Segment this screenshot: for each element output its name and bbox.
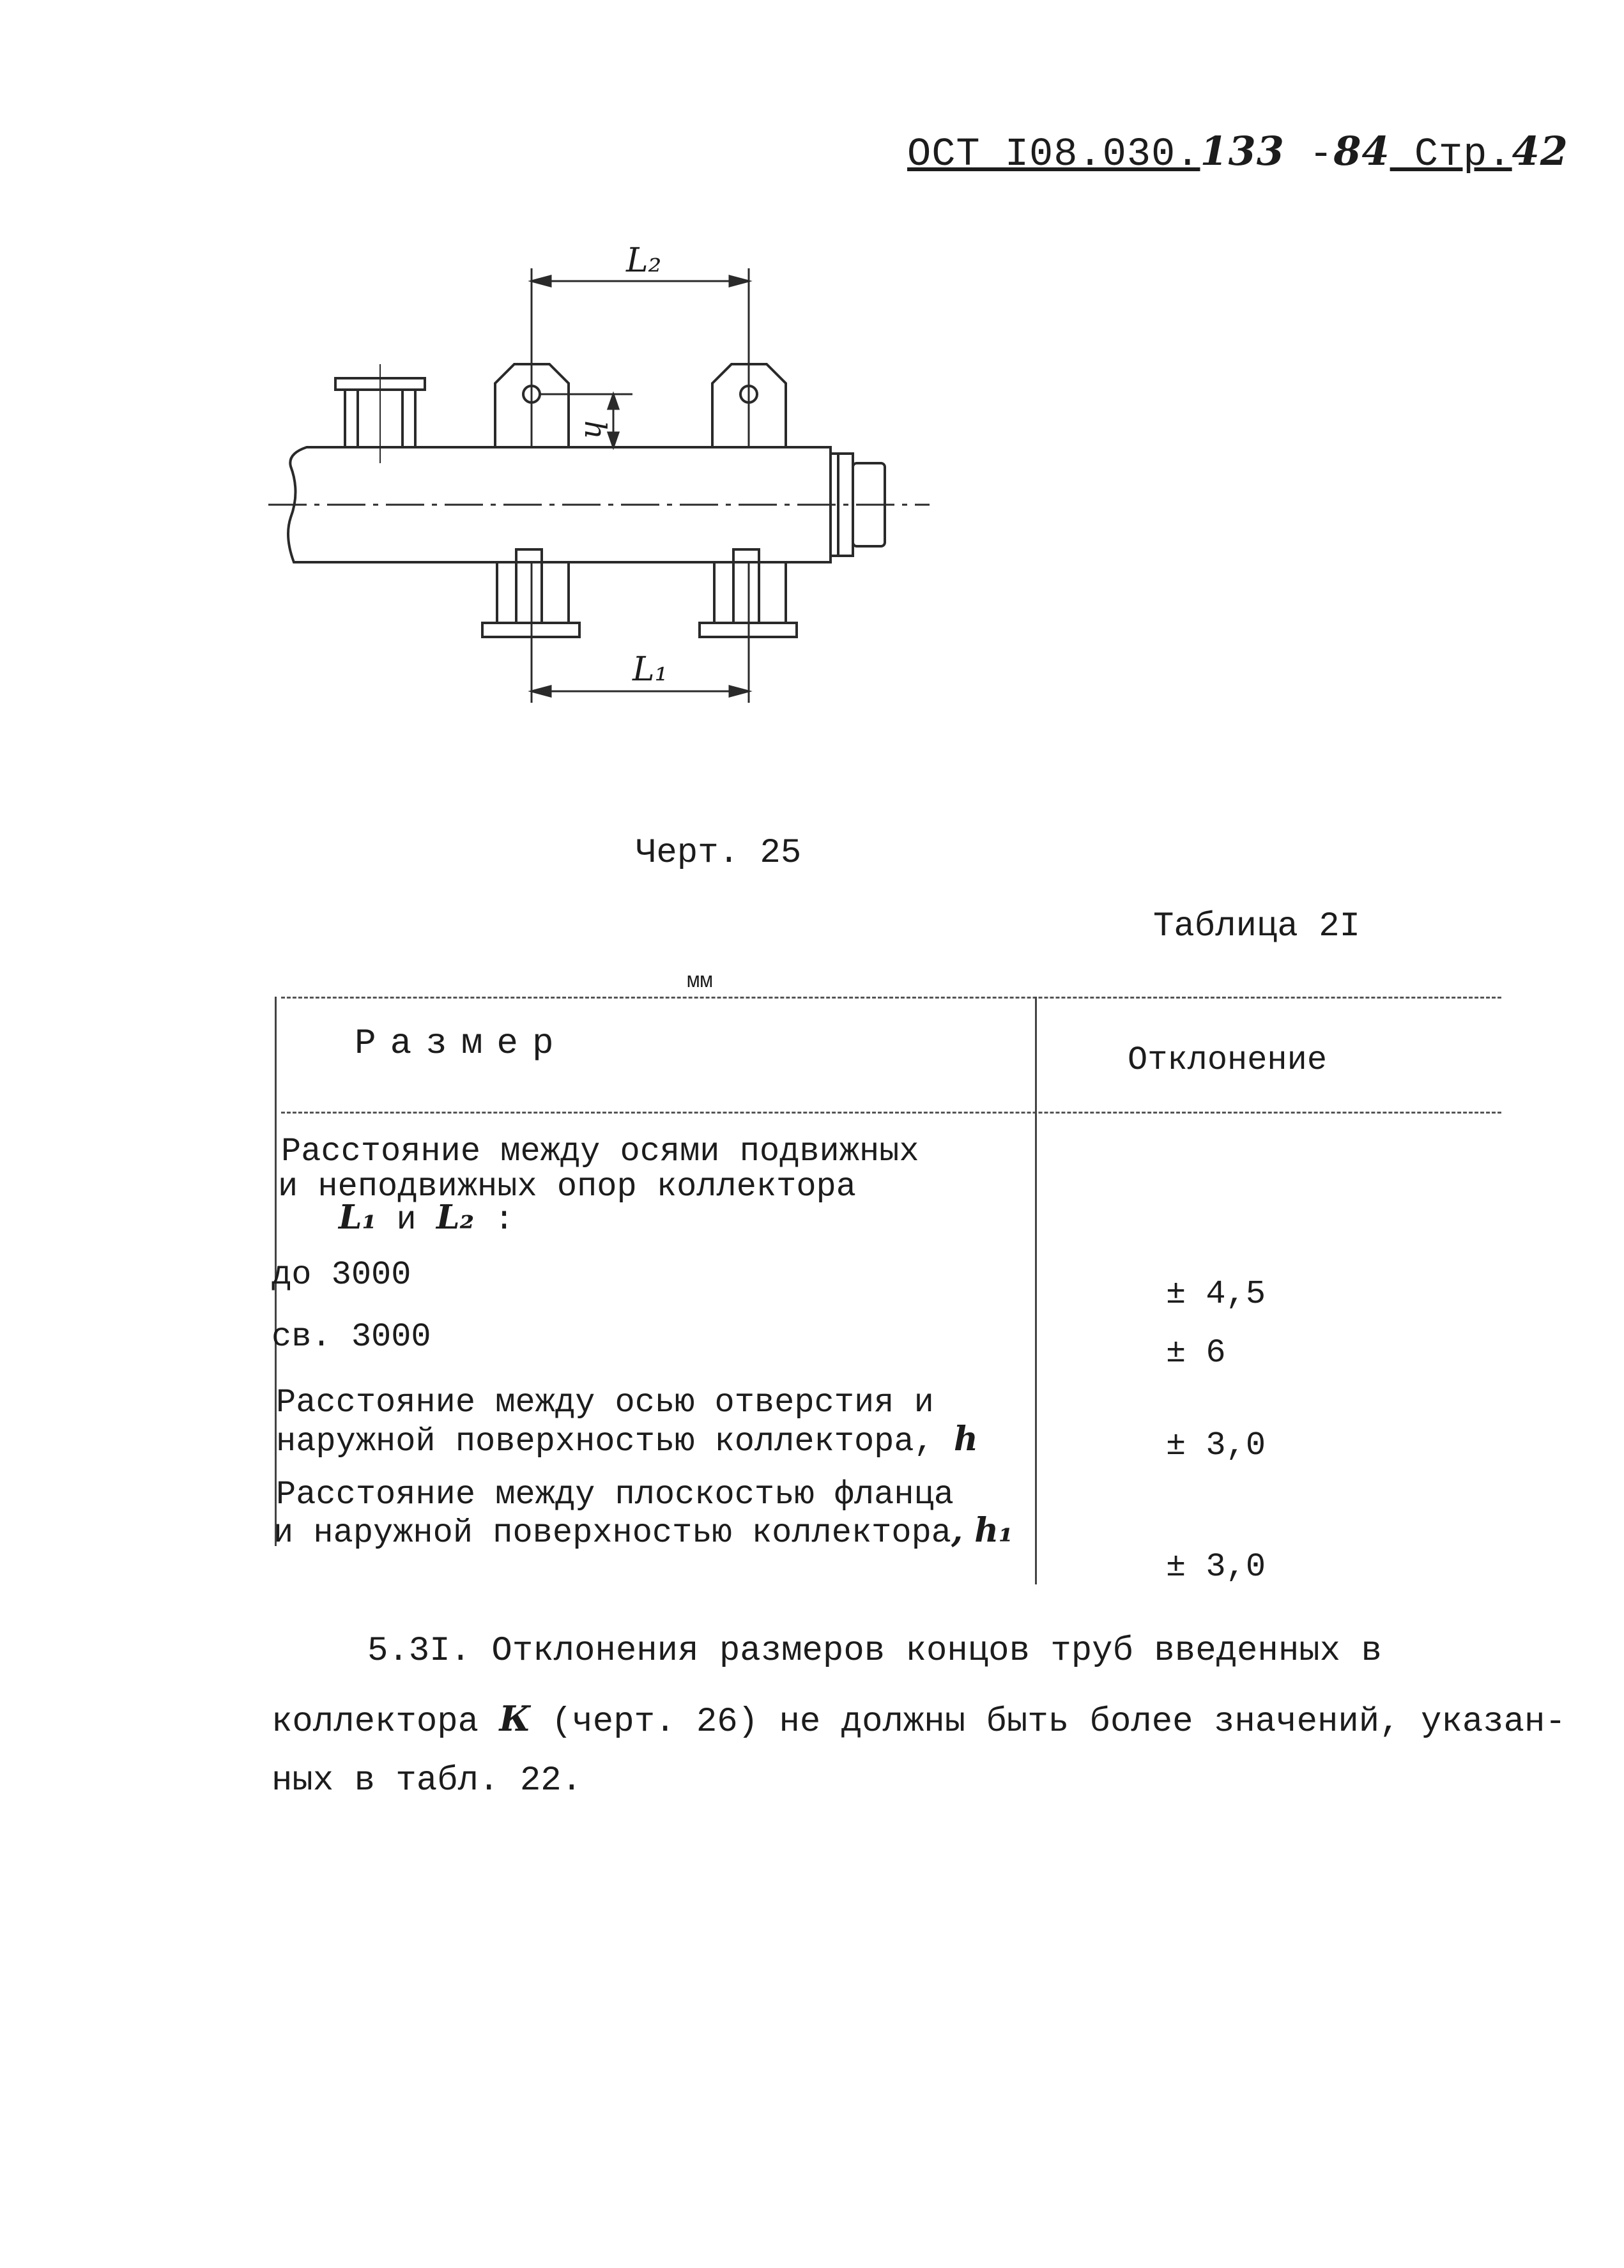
row2-value: ± 4,5 (1166, 1275, 1266, 1313)
symbol-h1: , h₁ (951, 1511, 1013, 1550)
header-dash: - (1284, 132, 1334, 177)
page-label: Стр. (1390, 132, 1512, 177)
page-number: 42 (1512, 128, 1568, 174)
row5-line1: Расстояние между плоскостью фланца (276, 1476, 954, 1513)
dimension-label-l2: L₂ (626, 241, 662, 280)
row5-line2 (273, 1513, 1013, 1551)
table-unit: мм (687, 970, 713, 994)
column-header-deviation: Отклонение (1128, 1041, 1328, 1079)
column-header-size: Размер (355, 1023, 568, 1064)
paragraph-line2-start: коллектора (272, 1703, 500, 1742)
dimension-label-h: h (578, 420, 613, 440)
table-column-rule (1035, 997, 1037, 1584)
row3-label: св. 3000 (272, 1318, 431, 1356)
paragraph-line2-end: (черт. 26) не должны быть более значений, указан- (530, 1703, 1566, 1742)
row3-value: ± 6 (1166, 1334, 1226, 1372)
row1-colon: : (474, 1201, 514, 1239)
table-top-rule (281, 997, 1501, 999)
table-title: Таблица 2I (1153, 907, 1361, 946)
row1-line2: и неподвижных опор коллектора (278, 1168, 856, 1206)
figure-caption: Черт. 25 (636, 834, 802, 873)
row4-line1: Расстояние между осью отверстия и (276, 1384, 934, 1421)
row4-line2 (276, 1421, 978, 1460)
symbol-l2: L₂ (436, 1198, 475, 1237)
symbol-l1: L₁ (339, 1198, 377, 1237)
row1-symbols (339, 1200, 514, 1238)
collector-drawing (256, 236, 971, 722)
row4-value: ± 3,0 (1166, 1427, 1266, 1464)
dimension-label-l1: L₁ (632, 650, 668, 689)
standard-number-handwritten: 133 (1200, 128, 1285, 174)
paragraph-line1: 5.3I. Отклонения размеров концов труб введенных в (367, 1632, 1382, 1671)
row5-value: ± 3,0 (1166, 1548, 1266, 1586)
paragraph-line2 (272, 1699, 1566, 1742)
document-header (907, 128, 1568, 177)
symbol-h: h (953, 1420, 978, 1459)
row2-label: до 3000 (272, 1256, 411, 1294)
symbol-k: К (499, 1698, 531, 1739)
standard-code: ОСТ I08.030. (907, 132, 1200, 177)
row1-and: и (376, 1201, 436, 1239)
standard-year: 84 (1333, 128, 1390, 174)
paragraph-line3: ных в табл. 22. (272, 1761, 583, 1800)
row4-text: наружной поверхностью коллектора, (276, 1423, 954, 1460)
row1-line1: Расстояние между осями подвижных (281, 1133, 919, 1170)
table-header-rule (281, 1112, 1501, 1114)
row5-text: и наружной поверхностью коллектора (273, 1514, 951, 1552)
